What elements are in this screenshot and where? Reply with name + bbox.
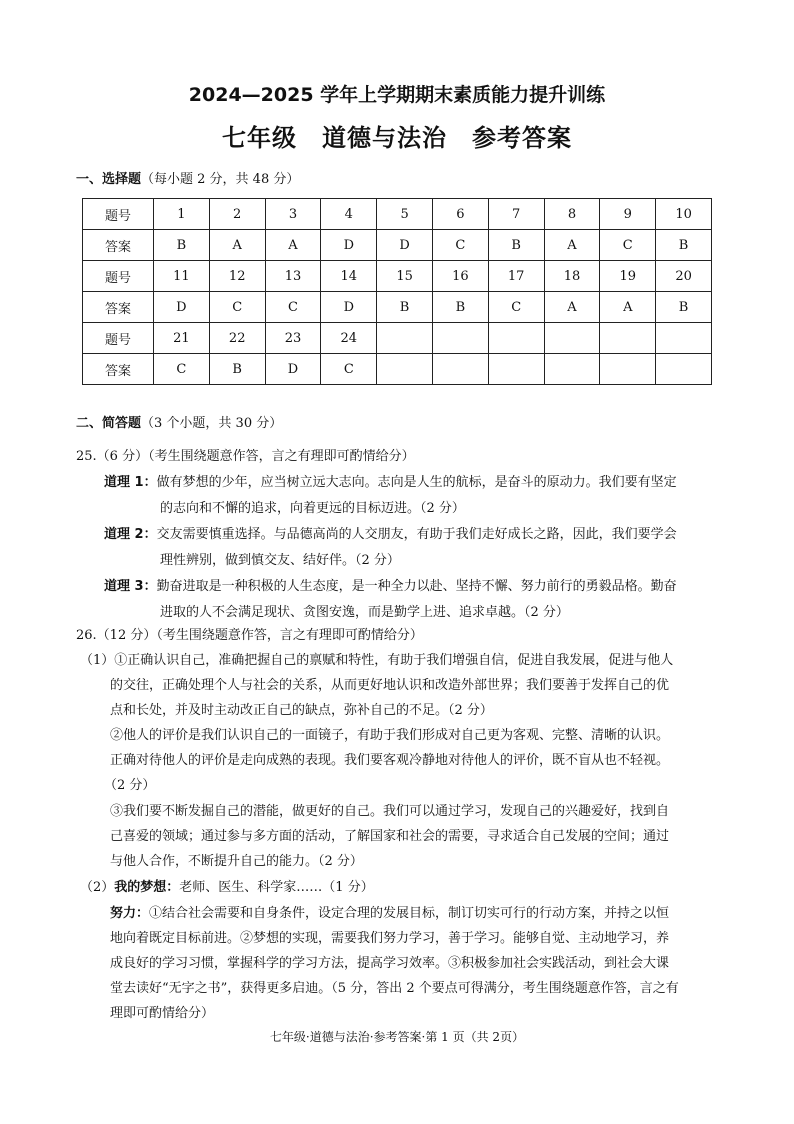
answer-cell: B (656, 230, 712, 261)
answer-cell: C (209, 292, 265, 323)
document-subtitle: 七年级 道德与法治 参考答案 (222, 124, 572, 152)
answer-table (82, 198, 712, 385)
page-footer: 七年级·道德与法治·参考答案·第 1 页（共 2页） (269, 1030, 525, 1044)
q26-part2-line: 堂去读好“无字之书”，获得更多启迪。（5 分，答出 2 个要点可得满分，考生围绕题意作答，言之有 (110, 981, 679, 996)
section-choice-heading (76, 168, 299, 187)
answer-cell: D (265, 354, 321, 385)
answer-cell: C (154, 354, 210, 385)
q26-part2-effort: 努力：①结合社会需要和自身条件，设定合理的发展目标，制订切实可行的行动方案，并持之以恒 (110, 906, 670, 921)
q26-part1-line: （1）①正确认识自己，准确把握自己的禀赋和特性，有助于我们增强自信，促进自我发展，促进与他人 (80, 653, 674, 668)
answer-cell: B (432, 292, 488, 323)
answer-row (83, 292, 712, 323)
answer-cell: A (544, 292, 600, 323)
q25-reason-3: 道理 3：勤奋进取是一种积极的人生态度，是一种全力以赴、坚持不懈、努力前行的勇毅品格。勤奋 (104, 579, 677, 594)
question-number-row (83, 199, 712, 230)
question-number-cell (656, 323, 712, 354)
question-number-cell: 18 (544, 261, 600, 292)
question-number-cell: 22 (209, 323, 265, 354)
q26-part2-line: 地向着既定目标前进。②梦想的实现，需要我们努力学习，善于学习。能够自觉、主动地学习，养 (110, 931, 670, 946)
q25-reason-3-cont: 进取的人不会满足现状、贪图安逸，而是勤学上进、追求卓越。（2 分） (160, 605, 569, 620)
question-number-cell: 6 (432, 199, 488, 230)
question-number-cell (432, 323, 488, 354)
question-number-cell: 16 (432, 261, 488, 292)
answer-cell (656, 354, 712, 385)
answer-cell: D (154, 292, 210, 323)
section-short-answer-note: （3 个小题，共 30 分） (141, 416, 283, 431)
question-number-cell: 17 (488, 261, 544, 292)
answer-cell: A (600, 292, 656, 323)
answer-cell: C (600, 230, 656, 261)
question-number-row (83, 261, 712, 292)
answer-cell: C (432, 230, 488, 261)
question-number-row (83, 323, 712, 354)
q25-reason-2-cont: 理性辨别，做到慎交友、结好伴。（2 分） (160, 553, 400, 568)
answer-cell: C (488, 292, 544, 323)
answer-cell: B (488, 230, 544, 261)
question-number-cell: 8 (544, 199, 600, 230)
question-number-cell (600, 323, 656, 354)
answer-row (83, 230, 712, 261)
q26-part2-line: 理即可酌情给分） (110, 1006, 215, 1021)
answer-row-label: 答案 (83, 230, 154, 261)
answer-row-label: 答案 (83, 292, 154, 323)
question-number-cell: 24 (321, 323, 377, 354)
q25-reason-2: 道理 2：交友需要慎重选择。与品德高尚的人交朋友，有助于我们走好成长之路，因此，我们要学会 (104, 527, 677, 542)
question-number-row-label: 题号 (83, 323, 154, 354)
answer-cell (544, 354, 600, 385)
q26-part2-line: 成良好的学习习惯，掌握科学的学习方法，提高学习效率。③积极参加社会实践活动，到社会大课 (110, 956, 670, 971)
q26-part1-line: 与他人合作，不断提升自己的能力。（2 分） (110, 854, 363, 869)
question-number-row-label: 题号 (83, 199, 154, 230)
q26-part1-line: 的交往，正确处理个人与社会的关系，从而更好地认识和改造外部世界；我们要善于发挥自己的优 (110, 678, 670, 693)
question-number-cell: 1 (154, 199, 210, 230)
section-choice-note: （每小题 2 分，共 48 分） (141, 172, 300, 187)
q26-part1-line: 点和长处，并及时主动改正自己的缺点，弥补自己的不足。（2 分） (110, 703, 493, 718)
question-number-cell: 19 (600, 261, 656, 292)
answer-cell: C (265, 292, 321, 323)
answer-cell: B (209, 354, 265, 385)
q26-part1-line: ②他人的评价是我们认识自己的一面镜子，有助于我们形成对自己更为客观、完整、清晰的认识。 (110, 728, 670, 743)
question-number-cell: 10 (656, 199, 712, 230)
question-number-cell: 21 (154, 323, 210, 354)
question-number-cell: 9 (600, 199, 656, 230)
answer-cell: A (265, 230, 321, 261)
question-number-cell: 23 (265, 323, 321, 354)
answer-cell: B (377, 292, 433, 323)
question-number-cell: 7 (488, 199, 544, 230)
answer-cell: A (209, 230, 265, 261)
answer-row (83, 354, 712, 385)
q26-part1-line: ③我们要不断发掘自己的潜能，做更好的自己。我们可以通过学习，发现自己的兴趣爱好，找到自 (110, 804, 670, 819)
q25-reason-1: 道理 1：做有梦想的少年，应当树立远大志向。志向是人生的航标，是奋斗的原动力。我们要有坚定 (104, 475, 677, 490)
question-number-cell: 15 (377, 261, 433, 292)
question-number-cell: 11 (154, 261, 210, 292)
answer-row-label: 答案 (83, 354, 154, 385)
question-number-cell: 4 (321, 199, 377, 230)
answer-cell (488, 354, 544, 385)
q26-part1-line: 正确对待他人的评价是走向成熟的表现。我们要客观冷静地对待他人的评价，既不盲从也不轻视。 (110, 753, 670, 768)
question-number-cell: 20 (656, 261, 712, 292)
q26-part1-line: （2 分） (104, 778, 156, 793)
question-number-cell (544, 323, 600, 354)
section-short-answer-label: 二、简答题 (76, 416, 142, 431)
answer-cell (432, 354, 488, 385)
question-number-cell: 2 (209, 199, 265, 230)
document-title: 2024—2025 学年上学期期末素质能力提升训练 (188, 84, 606, 106)
question-number-cell (488, 323, 544, 354)
section-short-answer-heading (76, 412, 282, 431)
answer-cell: D (377, 230, 433, 261)
q26-heading: 26.（12 分）（考生围绕题意作答，言之有理即可酌情给分） (76, 628, 423, 643)
q25-heading: 25.（6 分）（考生围绕题意作答，言之有理即可酌情给分） (76, 449, 415, 464)
answer-cell: B (154, 230, 210, 261)
question-number-row-label: 题号 (83, 261, 154, 292)
answer-cell (600, 354, 656, 385)
question-number-cell: 3 (265, 199, 321, 230)
answer-cell: D (321, 230, 377, 261)
question-number-cell: 13 (265, 261, 321, 292)
question-number-cell: 5 (377, 199, 433, 230)
q25-reason-1-cont: 的志向和不懈的追求，向着更远的目标迈进。（2 分） (160, 501, 465, 516)
q26-part2-dream: （2）我的梦想：老师、医生、科学家……（1 分） (80, 880, 374, 895)
answer-cell: D (321, 292, 377, 323)
answer-cell (377, 354, 433, 385)
question-number-cell: 12 (209, 261, 265, 292)
answer-cell: B (656, 292, 712, 323)
question-number-cell: 14 (321, 261, 377, 292)
section-choice-label: 一、选择题 (76, 172, 142, 187)
q26-part1-line: 己喜爱的领域；通过参与多方面的活动，了解国家和社会的需要，寻求适合自己发展的空间；通过 (110, 829, 670, 844)
question-number-cell (377, 323, 433, 354)
answer-cell: C (321, 354, 377, 385)
answer-cell: A (544, 230, 600, 261)
